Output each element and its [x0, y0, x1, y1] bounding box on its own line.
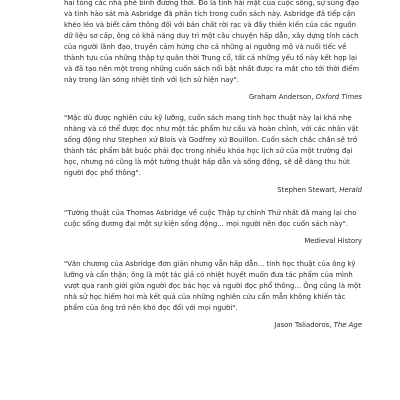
- review-attribution: [64, 236, 362, 247]
- review-attribution: [64, 320, 362, 331]
- review-quote: "Mặc dù được nghiên cứu kỹ lưỡng, cuốn sách mang tính học thuật này lại khá nhẹ nhàng và có thể được đọc như một tác phẩm hư cấu và hoàn chỉnh, với các nhân vật sống động như Stephen xứ Blois và Godfrey xứ Bouillon. Cuốn sách chắc chắn sẽ trở thành tác phẩm bắt buộc phải đọc trong nhiều khóa học lịch sử của một trường đại học, nhưng nó cũng là một tường thuật hấp dẫn và sống động, sẽ dễ dàng thu hút người đọc phổ thông".: [64, 114, 359, 177]
- review-page: [64, 0, 362, 343]
- review-block: [64, 113, 362, 196]
- review-source: The Age: [333, 321, 362, 329]
- review-author: Jason Taliadoros,: [274, 321, 334, 329]
- review-author: Graham Anderson,: [248, 93, 316, 101]
- review-quote: "Tường thuật của Thomas Asbridge về cuộc Thập tự chinh Thứ nhất đã mang lại cho cuộc sống đương đại một sự kiện sống động... mọi người nên đọc cuốn sách này".: [64, 209, 357, 228]
- review-block: [64, 259, 362, 331]
- review-quote: "Văn chương của Asbridge đơn giản nhưng vẫn hấp dẫn... tính học thuật của ông kỹ lưỡng và cẩn thận; ông là một tác giả có nhiệt huyết muốn đưa tác phẩm của mình vượt qua ranh giới giữa người đọc bác học và người đọc phổ thông... Ông cũng là một nhà sử học hiếm hoi mà kết quả của những nghiên cứu cẩn mẫn không khiến tác phẩm của ông trở nên khó đọc đối với mọi người".: [64, 260, 361, 312]
- review-source: Oxford Times: [315, 93, 362, 101]
- review-author: Stephen Stewart,: [277, 186, 340, 194]
- review-source-plain: Medieval History: [304, 237, 362, 245]
- review-quote: hai tòng các nhà phê bình đương thời. Đó là tình hài mặt của cuộc sống, sự súng đạo và tinh hào sát mà Asbridge đã phân tích trong cuốn sách này. Asbridge đã tiếp cận khéo léo và biết cảm thông đối với bản chất rời rạc và đầy thiên kiến của các nguồn dữ liệu sơ cấp, ông có khả năng duy trì một câu chuyện hấp dẫn, xây dựng tính cách của người lãnh đạo, truyền cảm hứng cho cả những ai ngưỡng mộ và nuối tiếc về thành tựu của những thập tự quân thời Trung cổ, tất cả những yếu tố này kết hợp lại và đã tạo nên một trong những cuốn sách nổi bật nhất được ra mắt cho tới thời điểm này trong làn sóng nhiệt tình với lịch sử hiện nay".: [64, 0, 360, 84]
- review-block: [64, 0, 362, 103]
- review-source: Herald: [339, 186, 362, 194]
- review-attribution: [64, 92, 362, 103]
- review-attribution: [64, 185, 362, 196]
- review-block: [64, 208, 362, 247]
